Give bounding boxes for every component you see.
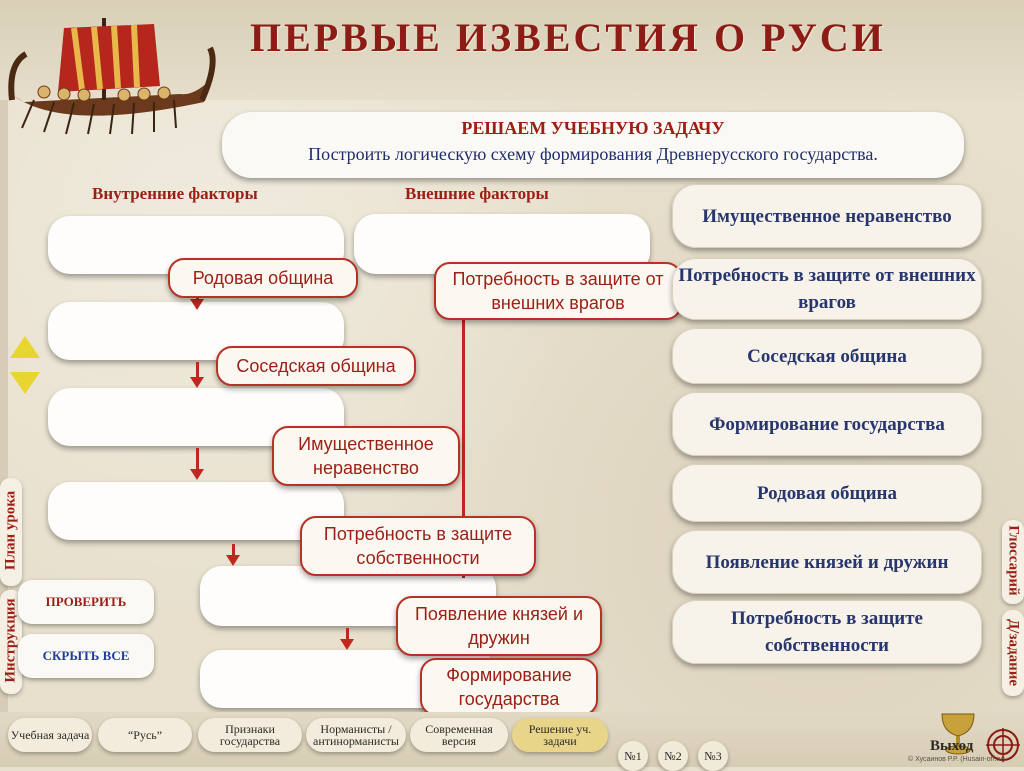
arrow-2 xyxy=(196,362,199,378)
down-arrow-icon[interactable] xyxy=(10,372,40,394)
tab-instructions-label: Инструкция xyxy=(2,598,19,683)
internal-factors-heading: Внутренние факторы xyxy=(92,184,258,203)
tab-glossary[interactable] xyxy=(1002,520,1024,604)
exit-label[interactable]: Выход xyxy=(930,738,974,754)
task-text: Построить логическую схему формирования Древнерусского государства. xyxy=(308,144,878,164)
credit-text: © Хусаинов Р.Р. (Husain-off.ru) xyxy=(908,756,1005,763)
chip-rodovaya-obshchina[interactable]: Родовая община xyxy=(168,258,358,298)
nav-task-solution[interactable]: Решение уч. задачи xyxy=(512,718,608,752)
tab-lesson-plan[interactable] xyxy=(0,478,22,586)
nav-number-2[interactable]: №2 xyxy=(658,741,688,771)
nav-learning-task[interactable]: Учебная задача xyxy=(8,718,92,752)
tab-homework[interactable] xyxy=(1002,610,1024,696)
hide-all-button[interactable]: СКРЫТЬ ВСЕ xyxy=(18,634,154,678)
nav-modern-version[interactable]: Современная версия xyxy=(410,718,508,752)
chip-defense-property[interactable]: Потребность в защите собственности xyxy=(300,516,536,576)
arrow-5 xyxy=(346,628,349,640)
chip-defense-external[interactable]: Потребность в защите от внешних врагов xyxy=(434,262,682,320)
option-property-inequality[interactable]: Имущественное неравенство xyxy=(672,184,982,248)
nav-number-1[interactable]: №1 xyxy=(618,741,648,771)
option-defense-property[interactable]: Потребность в защите собственности xyxy=(672,600,982,664)
option-state-formation[interactable]: Формирование государства xyxy=(672,392,982,456)
nav-rus[interactable]: “Русь” xyxy=(98,718,192,752)
page-title: ПЕРВЫЕ ИЗВЕСТИЯ О РУСИ xyxy=(250,15,886,60)
tab-homework-label: Д/задание xyxy=(1005,618,1022,687)
viking-ship-image xyxy=(4,4,224,144)
option-princes-retinue[interactable]: Появление князей и дружин xyxy=(672,530,982,594)
nav-state-features[interactable]: Признаки государства xyxy=(198,718,302,752)
chip-sosedskaya-obshchina[interactable]: Соседская община xyxy=(216,346,416,386)
arrow-3 xyxy=(196,448,199,470)
option-rodovaya-obshchina[interactable]: Родовая община xyxy=(672,464,982,522)
check-button[interactable]: ПРОВЕРИТЬ xyxy=(18,580,154,624)
tab-glossary-label: Глоссарий xyxy=(1005,525,1022,596)
tab-lesson-plan-label: План урока xyxy=(2,490,19,571)
task-panel xyxy=(222,112,964,178)
option-defense-external[interactable]: Потребность в защите от внешних врагов xyxy=(672,258,982,320)
chip-princes-retinue[interactable]: Появление князей и дружин xyxy=(396,596,602,656)
chip-state-formation[interactable]: Формирование государства xyxy=(420,658,598,716)
chip-property-inequality[interactable]: Имущественное неравенство xyxy=(272,426,460,486)
arrow-4 xyxy=(232,544,235,556)
option-sosedskaya-obshchina[interactable]: Соседская община xyxy=(672,328,982,384)
nav-number-3[interactable]: №3 xyxy=(698,741,728,771)
up-arrow-icon[interactable] xyxy=(10,336,40,358)
nav-normanists[interactable]: Норманисты / антинорманисты xyxy=(306,718,406,752)
task-title: РЕШАЕМ УЧЕБНУЮ ЗАДАЧУ xyxy=(461,118,725,138)
external-factors-heading: Внешние факторы xyxy=(405,184,549,203)
